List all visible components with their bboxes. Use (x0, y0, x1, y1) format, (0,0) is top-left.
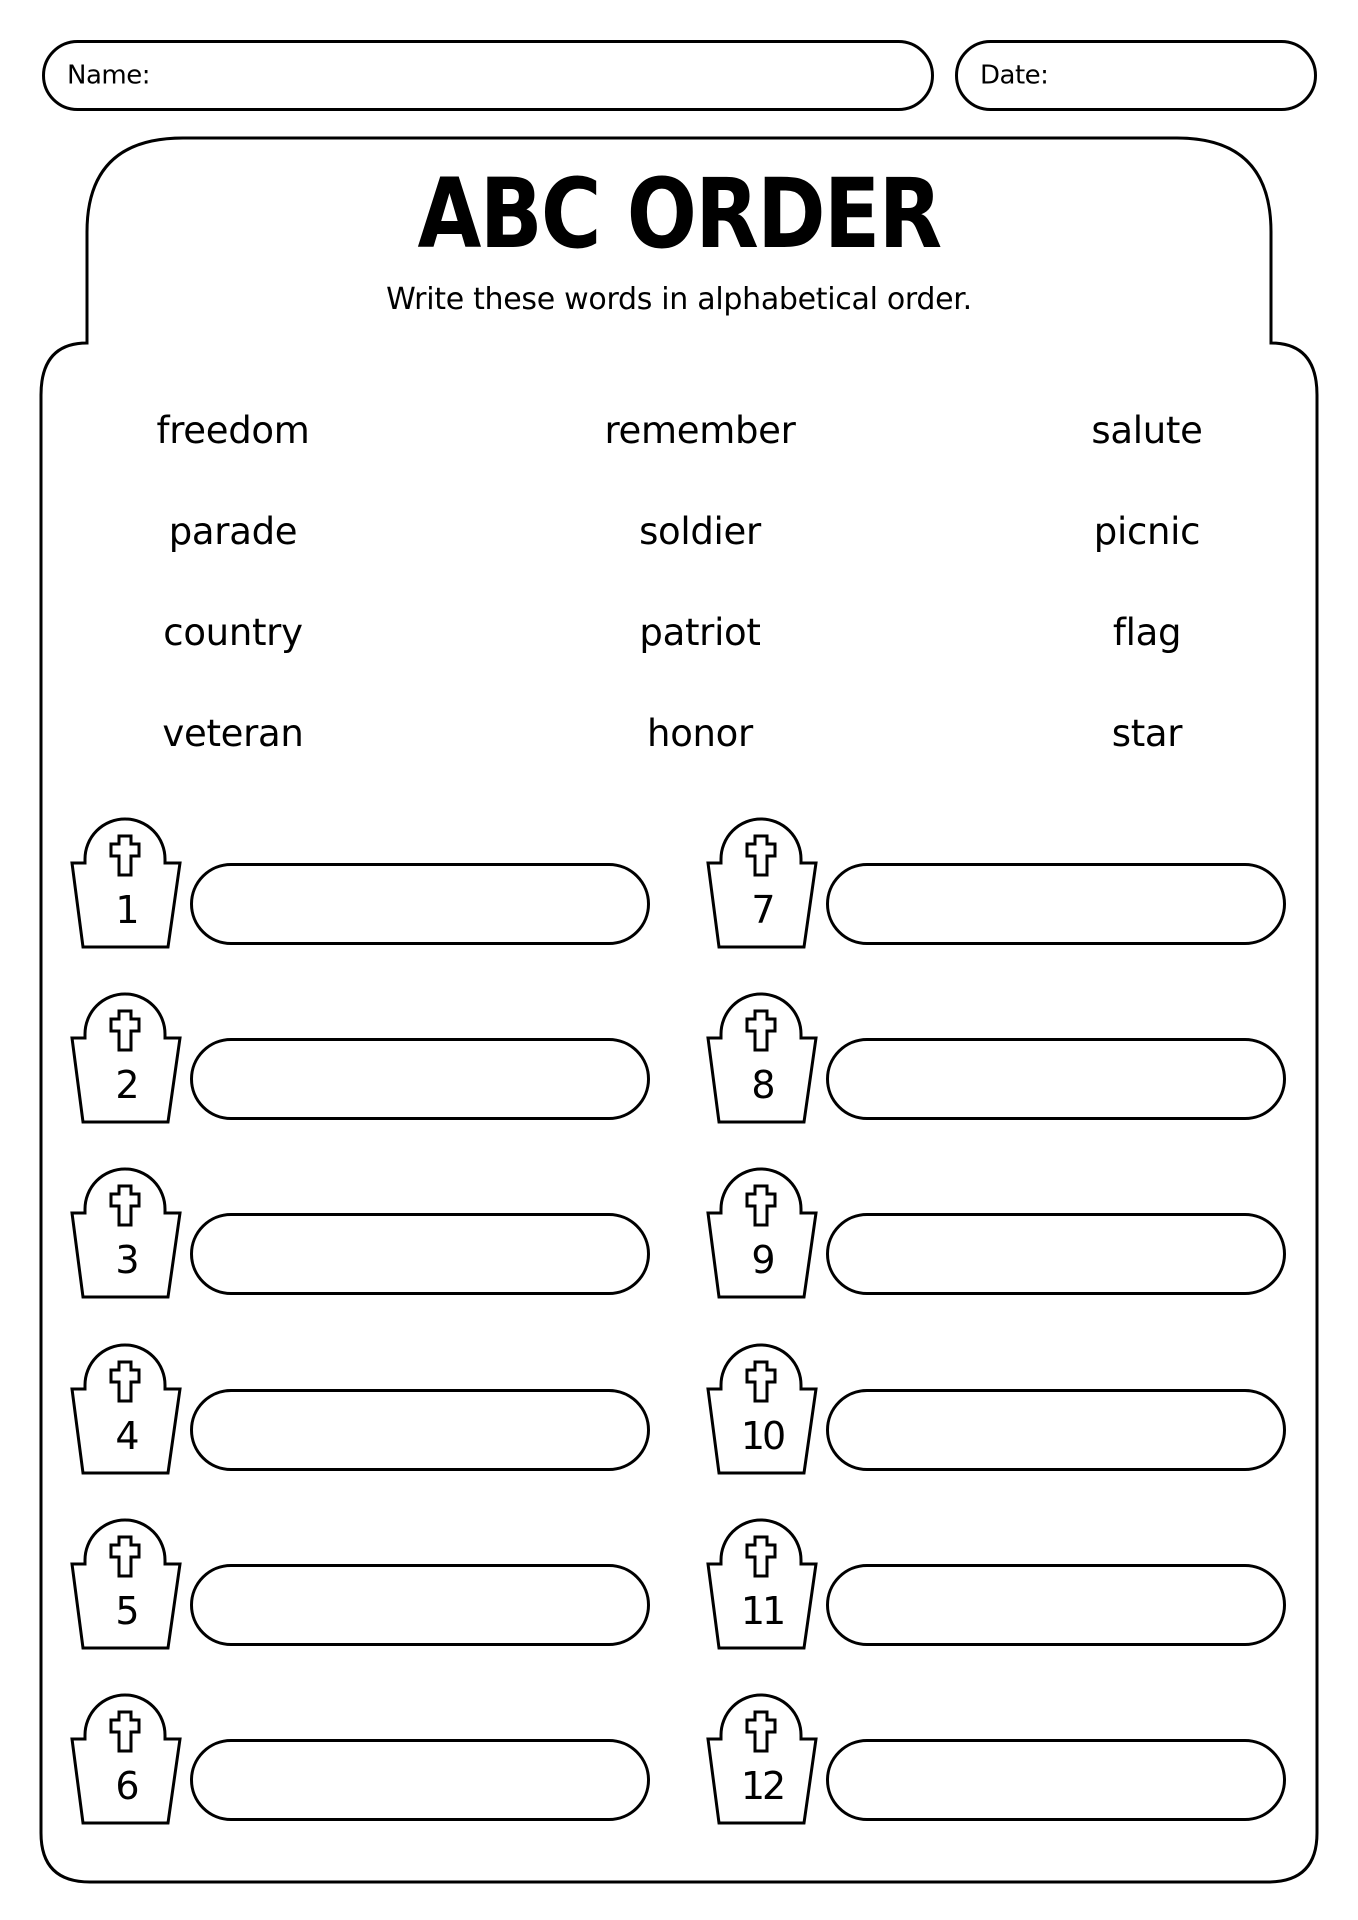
answer-number: 5 (115, 1589, 137, 1633)
word-bank-item: picnic (1093, 510, 1201, 553)
answer-row-7 (706, 815, 1286, 947)
answer-number: 9 (751, 1238, 773, 1282)
word-bank-item: veteran (162, 712, 304, 755)
answer-number: 8 (751, 1063, 773, 1107)
answer-number: 12 (740, 1764, 784, 1808)
answer-row-10 (706, 1341, 1286, 1473)
answer-input[interactable] (190, 1389, 650, 1471)
answer-row-1 (70, 815, 650, 947)
answer-number: 11 (740, 1589, 784, 1633)
answer-input[interactable] (826, 1389, 1286, 1471)
answer-row-9 (706, 1165, 1286, 1297)
word-bank-item: honor (647, 712, 753, 755)
answer-row-5 (70, 1516, 650, 1648)
word-bank-item: remember (604, 409, 796, 452)
word-bank-item: soldier (639, 510, 761, 553)
name-label: Name: (67, 59, 150, 90)
word-bank-item: freedom (156, 409, 310, 452)
word-bank-item: star (1111, 712, 1183, 755)
answer-number: 6 (115, 1764, 137, 1808)
answer-number: 1 (115, 888, 137, 932)
page-title: ABC ORDER (417, 158, 941, 270)
answer-row-12 (706, 1691, 1286, 1823)
answer-row-8 (706, 990, 1286, 1122)
answer-input[interactable] (826, 1213, 1286, 1295)
answer-row-4 (70, 1341, 650, 1473)
word-bank-item: patriot (639, 611, 761, 654)
date-label: Date: (980, 59, 1049, 90)
answer-input[interactable] (190, 1038, 650, 1120)
answer-input[interactable] (190, 1564, 650, 1646)
answer-input[interactable] (826, 1739, 1286, 1821)
answer-number: 2 (115, 1063, 137, 1107)
answer-number: 4 (115, 1414, 137, 1458)
answer-row-6 (70, 1691, 650, 1823)
answer-number: 10 (740, 1414, 784, 1458)
answer-input[interactable] (826, 1038, 1286, 1120)
word-bank-item: parade (168, 510, 298, 553)
instructions: Write these words in alphabetical order. (386, 282, 972, 317)
answer-input[interactable] (190, 1739, 650, 1821)
answer-row-2 (70, 990, 650, 1122)
answer-row-11 (706, 1516, 1286, 1648)
answer-input[interactable] (190, 1213, 650, 1295)
answer-number: 3 (115, 1238, 137, 1282)
answer-row-3 (70, 1165, 650, 1297)
answer-input[interactable] (826, 863, 1286, 945)
answer-input[interactable] (190, 863, 650, 945)
word-bank-item: country (163, 611, 303, 654)
word-bank-item: flag (1112, 611, 1182, 654)
answer-number: 7 (751, 888, 773, 932)
answer-input[interactable] (826, 1564, 1286, 1646)
word-bank-item: salute (1091, 409, 1203, 452)
